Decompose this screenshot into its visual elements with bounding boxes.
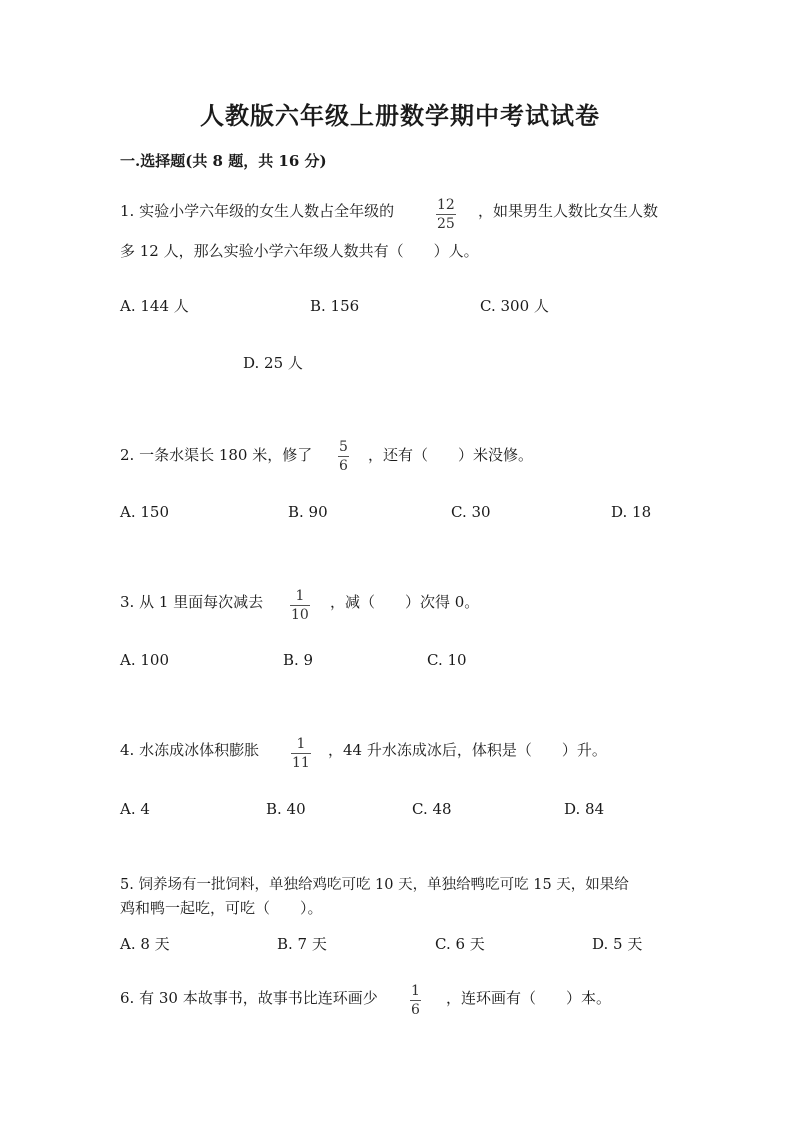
fraction-numerator: 1 [411, 983, 420, 999]
question-4-text-after: ，44 升水冻成冰后，体积是（ ）升。 [328, 741, 607, 759]
question-3-option-a[interactable]: A. 100 [120, 651, 169, 669]
question-2-text-before: 2. 一条水渠长 180 米，修了 [120, 446, 313, 464]
question-3-fraction [290, 588, 310, 623]
question-1-option-b[interactable]: B. 156 [310, 297, 360, 315]
fraction-denominator: 6 [411, 1002, 420, 1018]
question-2-text-after: ，还有（ ）米没修。 [368, 446, 534, 464]
question-1-option-a[interactable]: A. 144 人 [120, 297, 189, 315]
question-2-option-a[interactable]: A. 150 [120, 503, 169, 521]
question-1-option-d[interactable]: D. 25 人 [243, 354, 303, 372]
question-4-fraction [291, 736, 311, 771]
fraction-bar [338, 456, 349, 457]
fraction-bar [436, 214, 456, 215]
question-3-text-before: 3. 从 1 里面每次减去 [120, 593, 264, 611]
question-2-option-b[interactable]: B. 90 [288, 503, 328, 521]
question-5-option-d[interactable]: D. 5 天 [592, 935, 643, 953]
question-2-fraction [338, 439, 349, 474]
question-6-text-after: ，连环画有（ ）本。 [446, 989, 612, 1007]
fraction-denominator: 10 [291, 607, 309, 623]
question-5-text-line2: 鸡和鸭一起吃，可吃（ ）。 [120, 899, 323, 917]
question-2-option-d[interactable]: D. 18 [611, 503, 652, 521]
question-1-fraction [436, 197, 456, 232]
question-3-option-c[interactable]: C. 10 [427, 651, 467, 669]
question-2-option-c[interactable]: C. 30 [451, 503, 491, 521]
question-1-text-line2: 多 12 人，那么实验小学六年级人数共有（ ）人。 [120, 242, 479, 260]
fraction-denominator: 25 [437, 216, 455, 232]
question-1-text-before: 1. 实验小学六年级的女生人数占全年级的 [120, 202, 395, 220]
fraction-denominator: 6 [339, 458, 348, 474]
question-1-option-c[interactable]: C. 300 人 [480, 297, 549, 315]
question-3-text-after: ，减（ ）次得 0。 [330, 593, 480, 611]
fraction-bar [410, 1000, 421, 1001]
fraction-numerator: 1 [296, 736, 306, 752]
fraction-bar [291, 753, 311, 754]
question-4-option-b[interactable]: B. 40 [266, 800, 306, 818]
section-heading: 一.选择题(共 8 题，共 16 分) [120, 152, 327, 170]
question-5-option-a[interactable]: A. 8 天 [120, 935, 170, 953]
question-5-option-c[interactable]: C. 6 天 [435, 935, 485, 953]
page-title: 人教版六年级上册数学期中考试试卷 [200, 101, 600, 130]
question-4-option-c[interactable]: C. 48 [412, 800, 452, 818]
question-6-text-before: 6. 有 30 本故事书，故事书比连环画少 [120, 989, 378, 1007]
question-4-option-a[interactable]: A. 4 [120, 800, 150, 818]
question-6-fraction [410, 983, 421, 1018]
question-1-text-after: ，如果男生人数比女生人数 [478, 202, 659, 220]
fraction-bar [290, 605, 310, 606]
fraction-numerator: 5 [339, 439, 348, 455]
question-5-text-line1: 5. 饲养场有一批饲料，单独给鸡吃可吃 10 天，单独给鸭吃可吃 15 天，如果给 [120, 877, 629, 893]
question-4-option-d[interactable]: D. 84 [564, 800, 605, 818]
question-5-option-b[interactable]: B. 7 天 [277, 935, 327, 953]
fraction-denominator: 11 [292, 755, 310, 771]
question-4-text-before: 4. 水冻成冰体积膨胀 [120, 741, 260, 759]
question-3-option-b[interactable]: B. 9 [283, 651, 314, 669]
fraction-numerator: 12 [437, 197, 455, 213]
fraction-numerator: 1 [295, 588, 305, 604]
